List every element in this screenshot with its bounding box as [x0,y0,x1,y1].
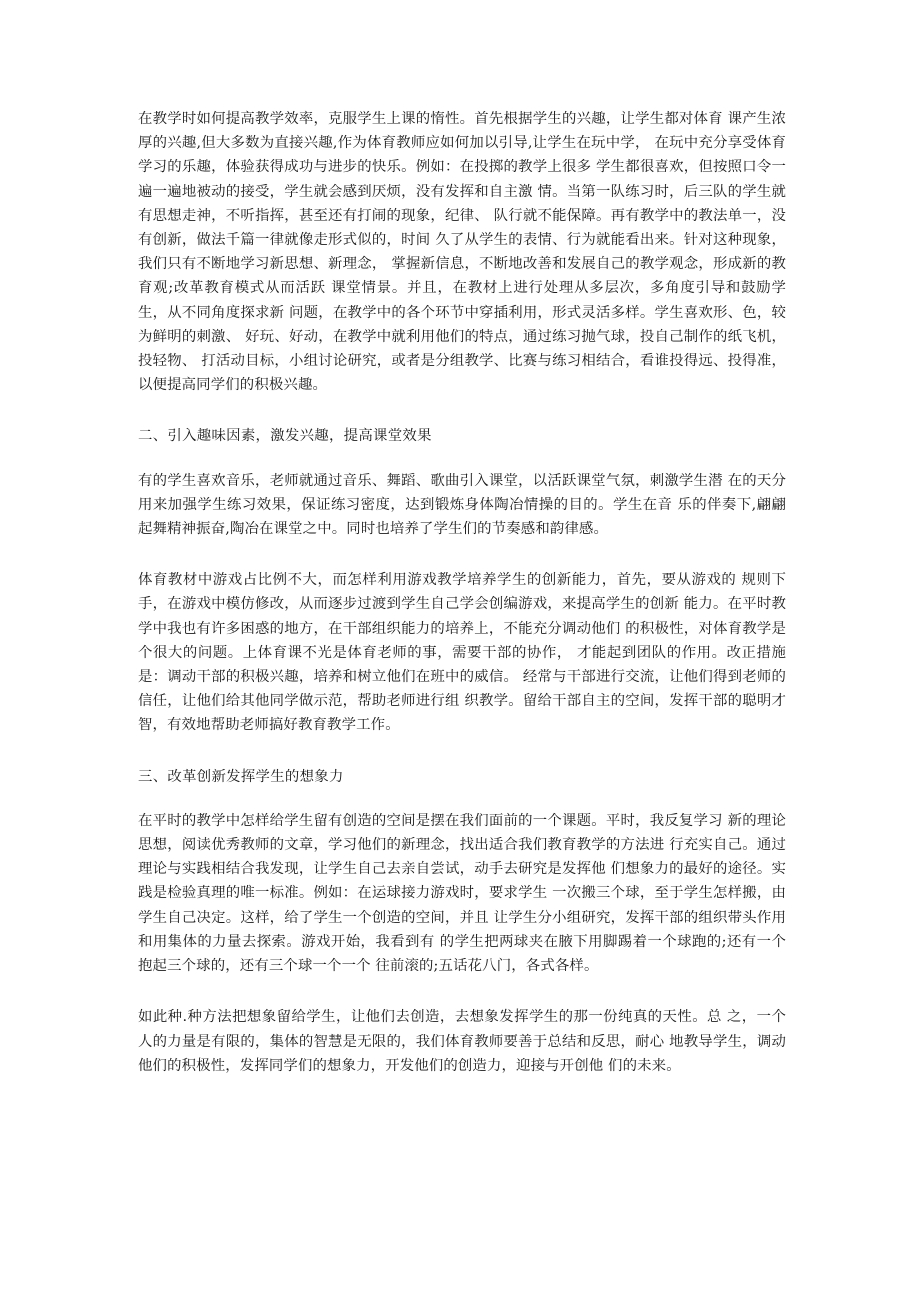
section-heading-3: 三、改革创新发挥学生的想象力 [138,768,344,785]
paragraph-1: 在教学时如何提高教学效率，克服学生上课的惰性。首先根据学生的兴趣，让学生都对体育 课产生浓厚的兴趣,但大多数为直接兴趣,作为体育教师应如何加以引导,让学生在玩中学， 在玩中充分享受体育学习的乐趣，体验获得成功与进步的快乐。例如：在投掷的教学上很多 学生都很喜欢，但按照口令一遍一遍地被动的接受，学生就会感到厌烦，没有发挥和自主激 情。当第一队练习时，后三队的学生就有思想走神，不听指挥，甚至还有打闹的现象，纪律、 队行就不能保障。再有教学中的教法单一，没有创新，做法千篇一律就像走形式似的，时间 久了从学生的表情、行为就能看出来。针对这种现象，我们只有不断地学习新思想、新理念， 掌握新信息，不断地改善和发展自己的教学观念，形成新的教育观;改革教育模式从而活跃 课堂情景。并且，在教材上进行处理从多层次，多角度引导和鼓励学生，从不同角度探求新 问题，在教学中的各个环节中穿插利用，形式灵活多样。学生喜欢形、色，较为鲜明的刺激、 好玩、好动，在教学中就利用他们的特点，通过练习抛气球，投自己制作的纸飞机，投轻物、 打活动目标，小组讨论研究，或者是分组教学、比赛与练习相结合，看谁投得远、投得准， 以便提高同学们的积极兴趣。 [138,111,786,394]
document-page [138,107,786,1078]
paragraph-3: 体育教材中游戏占比例不大，而怎样利用游戏教学培养学生的创新能力，首先，要从游戏的 规则下手，在游戏中模仿修改，从而逐步过渡到学生自己学会创编游戏，来提高学生的创新 能力。在平时教学中我也有许多困惑的地方，在干部组织能力的培养上，不能充分调动他们 的积极性，对体育教学是个很大的问题。上体育课不光是体育老师的事，需要干部的协作， 才能起到团队的作用。改正措施是：调动干部的积极兴趣，培养和树立他们在班中的威信。 经常与干部进行交流，让他们得到老师的信任，让他们给其他同学做示范，帮助老师进行组 织教学。留给干部自主的空间，发挥干部的聪明才智，有效地帮助老师搞好教育教学工作。 [138,572,786,734]
section-heading-2: 二、引入趣味因素，激发兴趣，提高课堂效果 [138,428,432,445]
paragraph-2: 有的学生喜欢音乐，老师就通过音乐、舞蹈、歌曲引入课堂，以活跃课堂气氛，刺激学生潜 在的天分用来加强学生练习效果，保证练习密度，达到锻炼身体陶冶情操的目的。学生在音 乐的伴奏下,翩翩起舞精神振奋,陶冶在课堂之中。同时也培养了学生们的节奏感和韵律感。 [138,472,786,538]
paragraph-5: 如此种.种方法把想象留给学生，让他们去创造，去想象发挥学生的那一份纯真的天性。总 之，一个人的力量是有限的，集体的智慧是无限的，我们体育教师要善于总结和反思，耐心 地教导学生，调动他们的积极性，发挥同学们的想象力，开发他们的创造力，迎接与开创他 们的未来。 [138,1009,786,1074]
paragraph-4: 在平时的教学中怎样给学生留有创造的空间是摆在我们面前的一个课题。平时，我反复学习 新的理论思想，阅读优秀教师的文章，学习他们的新理念，找出适合我们教育教学的方法进 行充实自己。通过理论与实践相结合我发现，让学生自己去亲自尝试，动手去研究是发挥他 们想象力的最好的途径。实践是检验真理的唯一标准。例如：在运球接力游戏时，要求学生 一次搬三个球，至于学生怎样搬，由学生自己决定。这样，给了学生一个创造的空间，并且 让学生分小组研究，发挥干部的组织带头作用和用集体的力量去探索。游戏开始，我看到有 的学生把两球夹在腋下用脚踢着一个球跑的;还有一个抱起三个球的，还有三个球一个一个 往前滚的;五话花八门，各式各样。 [138,812,786,975]
